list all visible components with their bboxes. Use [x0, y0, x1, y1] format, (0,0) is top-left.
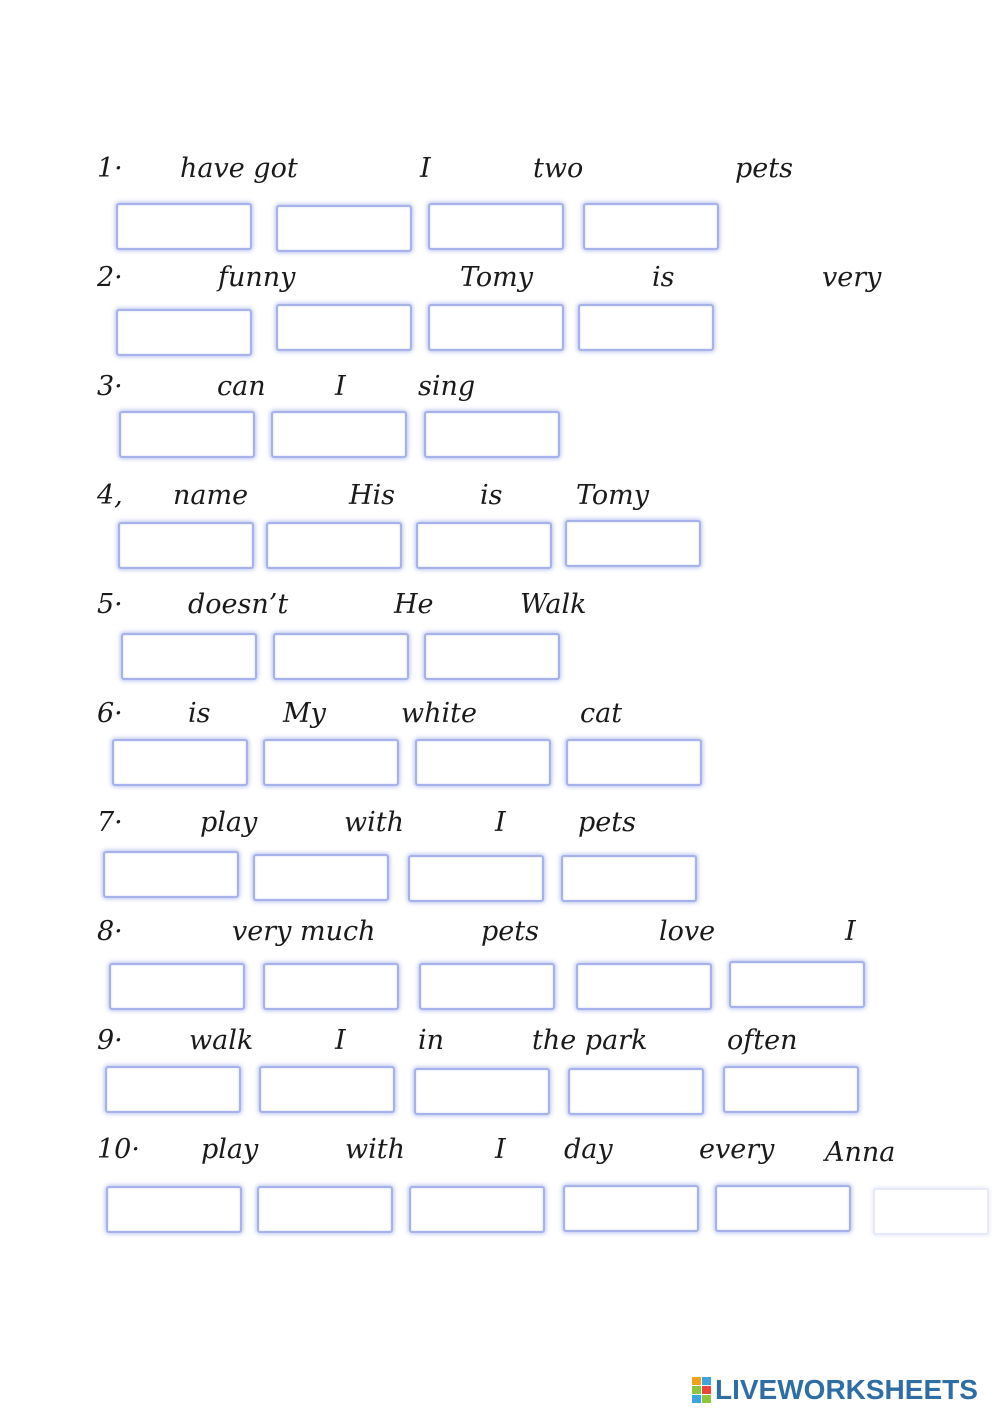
scrambled-word: His — [349, 480, 396, 511]
answer-input[interactable] — [424, 411, 560, 458]
answer-input[interactable] — [263, 963, 399, 1010]
answer-input[interactable] — [121, 633, 257, 680]
answer-input[interactable] — [408, 855, 544, 902]
scrambled-word: I — [335, 371, 346, 402]
exercise-number: 3· — [97, 371, 123, 402]
scrambled-word: Tomy — [576, 480, 650, 511]
answer-input[interactable] — [116, 309, 252, 356]
scrambled-word: He — [394, 589, 434, 620]
answer-input[interactable] — [419, 963, 555, 1010]
answer-input[interactable] — [259, 1066, 395, 1113]
exercise-number: 1· — [97, 153, 123, 184]
exercise-number: 4, — [97, 480, 123, 511]
answer-input[interactable] — [578, 304, 714, 351]
answer-input[interactable] — [257, 1186, 393, 1233]
exercise-number: 6· — [97, 698, 123, 729]
answer-input[interactable] — [568, 1068, 704, 1115]
answer-input[interactable] — [723, 1066, 859, 1113]
answer-input[interactable] — [105, 1066, 241, 1113]
answer-input[interactable] — [103, 851, 239, 898]
scrambled-word: in — [418, 1025, 445, 1056]
scrambled-word: name — [173, 480, 249, 511]
answer-input[interactable] — [276, 304, 412, 351]
answer-input[interactable] — [253, 854, 389, 901]
answer-input[interactable] — [263, 739, 399, 786]
scrambled-word: I — [420, 153, 431, 184]
scrambled-word: love — [659, 916, 716, 947]
scrambled-word: with — [345, 1134, 405, 1165]
brand-name: LIVEWORKSHEETS — [715, 1374, 978, 1405]
scrambled-word: My — [283, 698, 326, 729]
answer-input[interactable] — [276, 205, 412, 252]
scrambled-word: very much — [232, 916, 376, 947]
scrambled-word: two — [533, 153, 584, 184]
answer-input[interactable] — [729, 961, 865, 1008]
scrambled-word: the park — [532, 1025, 648, 1056]
scrambled-word: every — [699, 1134, 775, 1165]
answer-input[interactable] — [561, 855, 697, 902]
answer-input[interactable] — [273, 633, 409, 680]
answer-input[interactable] — [428, 304, 564, 351]
scrambled-word: I — [845, 916, 856, 947]
answer-input[interactable] — [576, 963, 712, 1010]
scrambled-word: day — [564, 1134, 613, 1165]
exercise-number: 5· — [97, 589, 123, 620]
answer-input[interactable] — [873, 1188, 989, 1235]
answer-input[interactable] — [566, 739, 702, 786]
scrambled-word: white — [401, 698, 477, 729]
scrambled-word: can — [217, 371, 266, 402]
scrambled-word: is — [480, 480, 503, 511]
exercise-number: 7· — [97, 807, 123, 838]
scrambled-word: I — [495, 1134, 506, 1165]
brand-watermark — [692, 1374, 978, 1406]
scrambled-word: have got — [180, 153, 298, 184]
answer-input[interactable] — [583, 203, 719, 250]
scrambled-word: is — [188, 698, 211, 729]
exercise-number: 8· — [97, 916, 123, 947]
answer-input[interactable] — [415, 739, 551, 786]
answer-input[interactable] — [266, 522, 402, 569]
liveworksheets-logo-icon — [692, 1377, 712, 1403]
answer-input[interactable] — [109, 963, 245, 1010]
exercise-number: 9· — [97, 1025, 123, 1056]
scrambled-word: Anna — [825, 1137, 896, 1168]
scrambled-word: cat — [580, 698, 623, 729]
scrambled-word: sing — [418, 371, 476, 402]
scrambled-word: often — [727, 1025, 798, 1056]
answer-input[interactable] — [428, 203, 564, 250]
scrambled-word: is — [652, 262, 675, 293]
exercise-number: 10· — [97, 1134, 140, 1165]
scrambled-word: I — [495, 807, 506, 838]
scrambled-word: with — [344, 807, 404, 838]
answer-input[interactable] — [563, 1185, 699, 1232]
scrambled-word: play — [200, 807, 258, 838]
answer-input[interactable] — [409, 1186, 545, 1233]
answer-input[interactable] — [116, 203, 252, 250]
answer-input[interactable] — [414, 1068, 550, 1115]
scrambled-word: Walk — [520, 589, 587, 620]
scrambled-word: doesn’t — [188, 589, 289, 620]
answer-input[interactable] — [424, 633, 560, 680]
scrambled-word: play — [201, 1134, 259, 1165]
answer-input[interactable] — [565, 520, 701, 567]
scrambled-word: I — [335, 1025, 346, 1056]
scrambled-word: pets — [735, 153, 793, 184]
exercise-number: 2· — [97, 262, 123, 293]
scrambled-word: pets — [578, 807, 636, 838]
answer-input[interactable] — [119, 411, 255, 458]
answer-input[interactable] — [118, 522, 254, 569]
answer-input[interactable] — [715, 1185, 851, 1232]
scrambled-word: pets — [481, 916, 539, 947]
answer-input[interactable] — [112, 739, 248, 786]
answer-input[interactable] — [106, 1186, 242, 1233]
scrambled-word: walk — [189, 1025, 254, 1056]
scrambled-word: very — [822, 262, 882, 293]
scrambled-word: Tomy — [460, 262, 534, 293]
scrambled-word: funny — [218, 262, 296, 293]
answer-input[interactable] — [416, 522, 552, 569]
answer-input[interactable] — [271, 411, 407, 458]
